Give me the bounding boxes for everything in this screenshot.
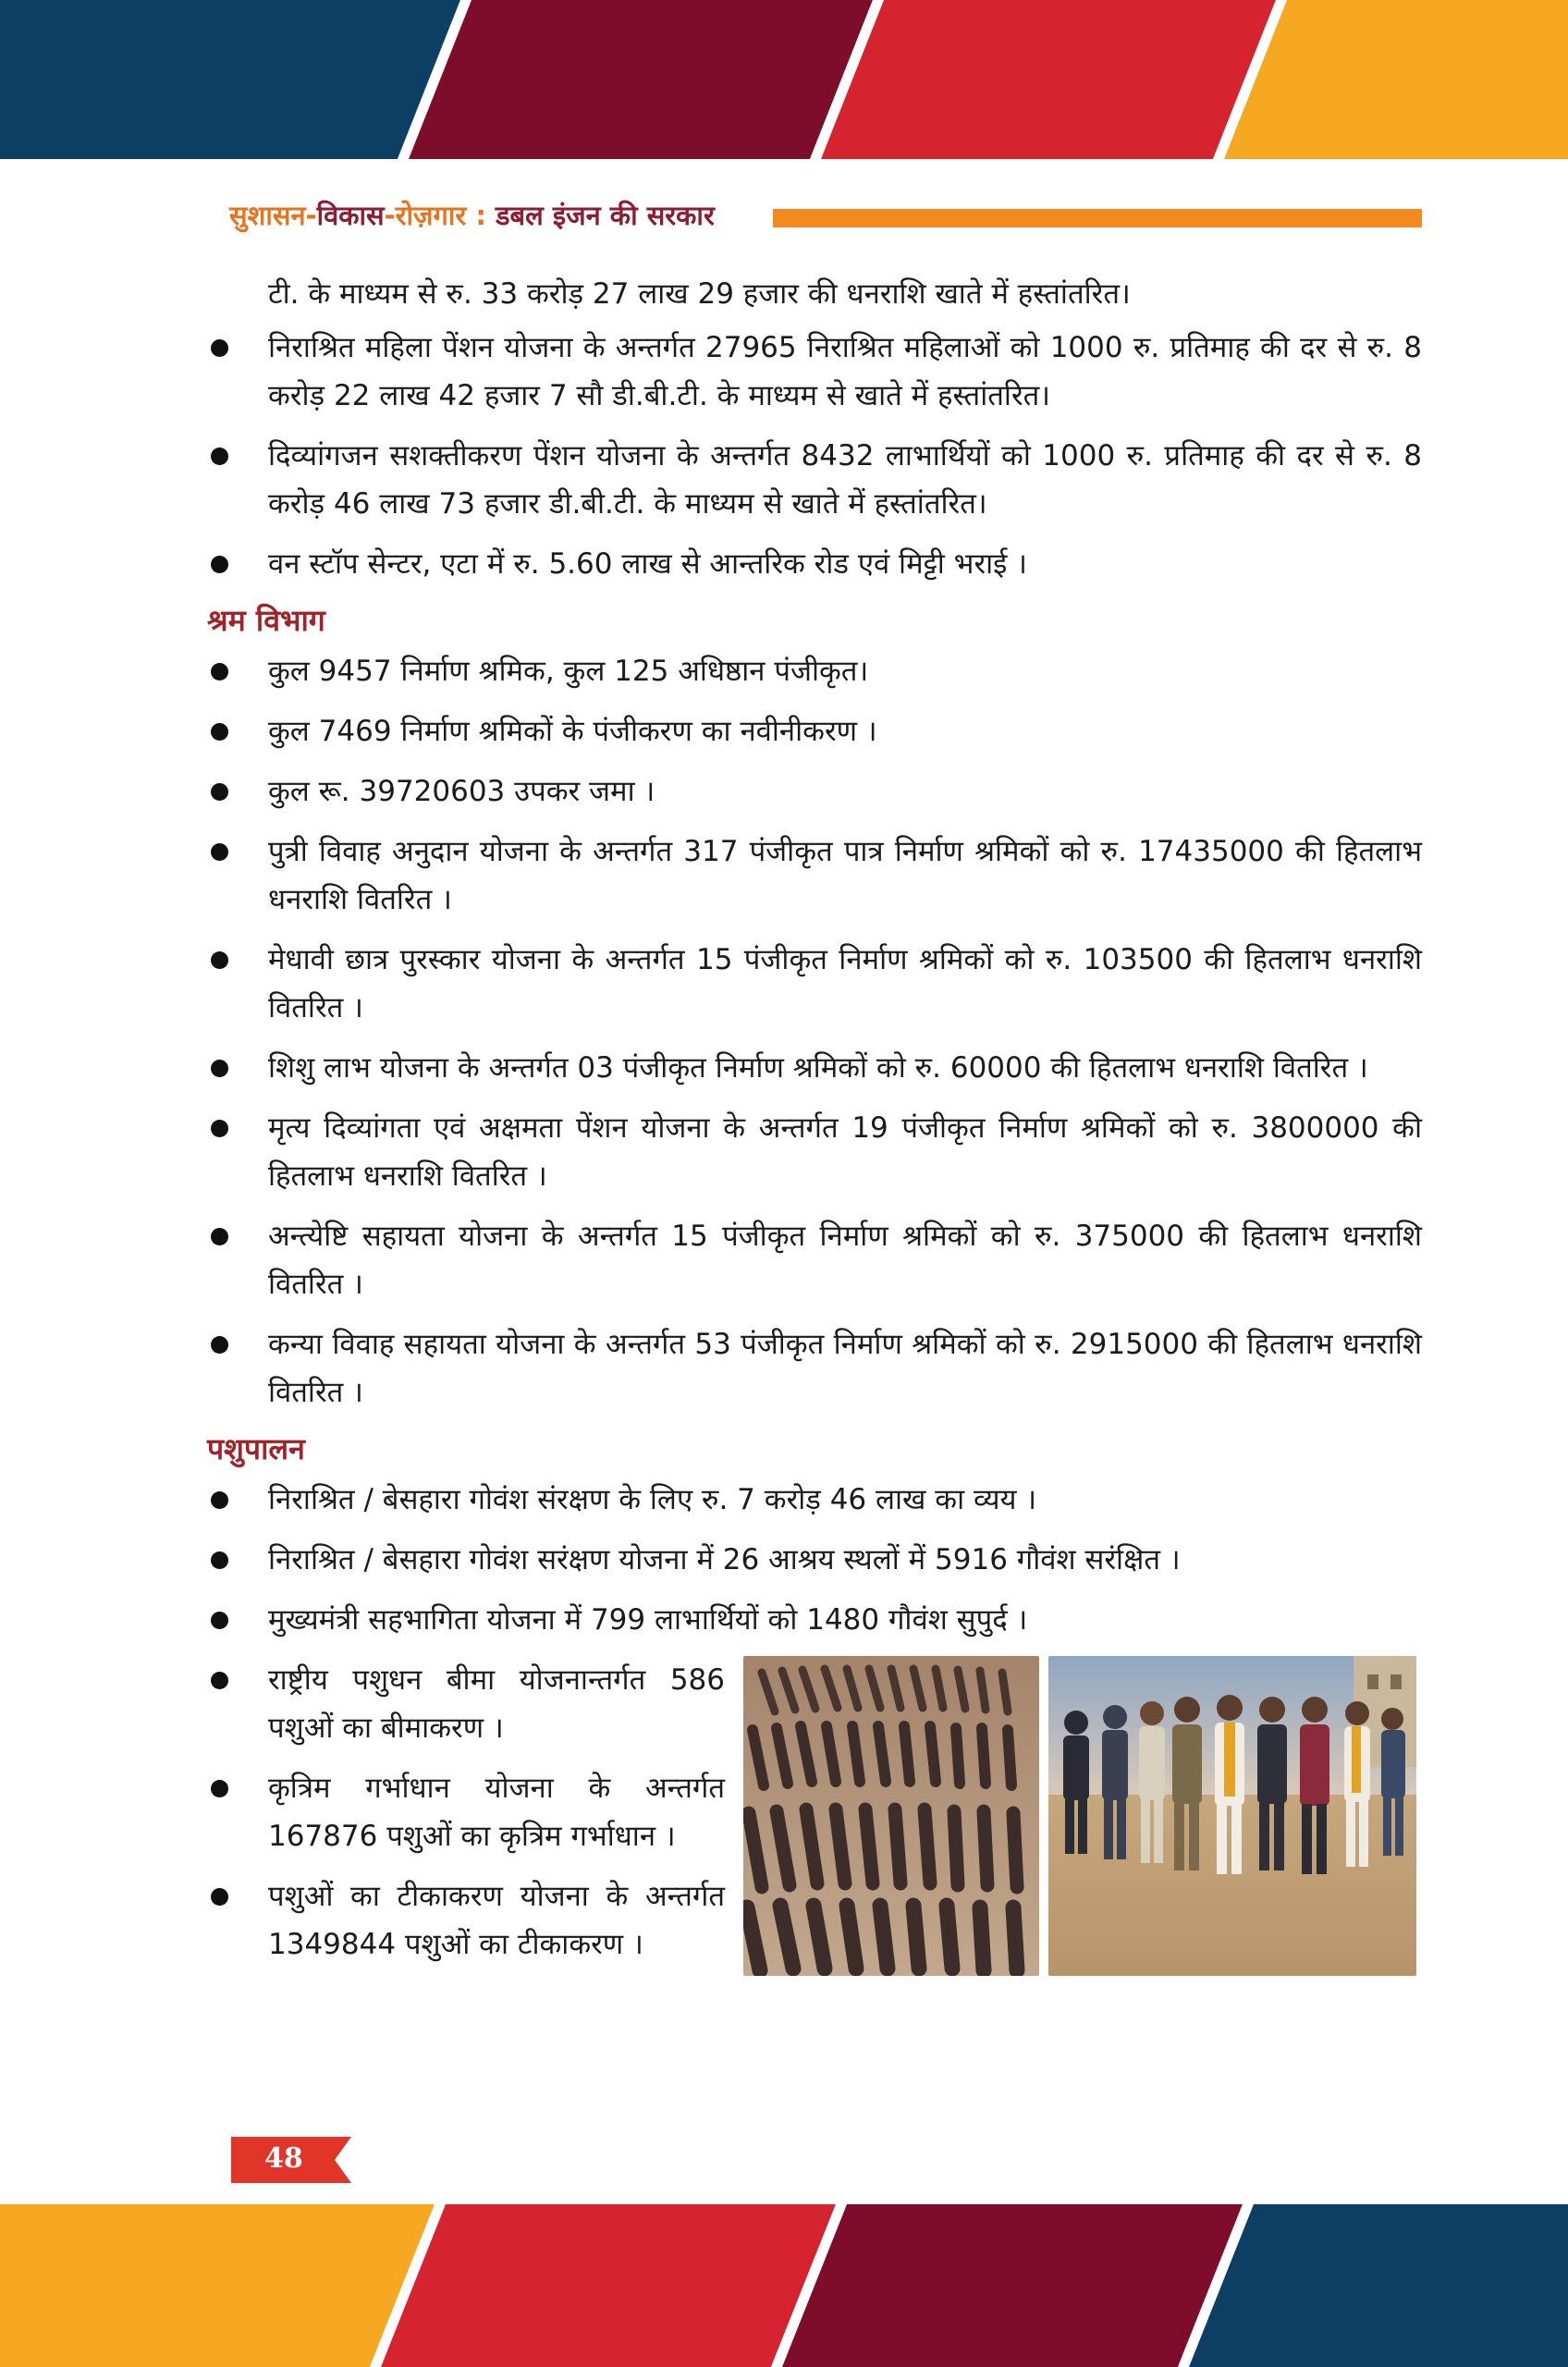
top-color-band xyxy=(0,0,1568,159)
bullet-dot-icon xyxy=(211,951,228,969)
list-item: मृत्य दिव्यांगता एवं अक्षमता पेंशन योजना के अन्तर्गत 19 पंजीकृत निर्माण श्रमिकों को रु. 3800000 की हितलाभ धनराशि वितरित । xyxy=(207,1104,1422,1200)
bullet-dot-icon xyxy=(211,1780,228,1797)
bullet-dot-icon xyxy=(211,723,228,741)
bullet-dot-icon xyxy=(211,783,228,801)
list-item: निराश्रित / बेसहारा गोवंश संरक्षण के लिए रु. 7 करोड़ 46 लाख का व्यय । xyxy=(207,1476,1422,1524)
bullet-dot-icon xyxy=(211,1888,228,1906)
page-number: 48 xyxy=(264,2142,303,2175)
continuation-paragraph: टी. के माध्यम से रु. 33 करोड़ 27 लाख 29 हजार की धनराशि खाते में हस्तांतरित। xyxy=(268,277,1131,311)
bullet-dot-icon xyxy=(211,556,228,573)
bullet-dot-icon xyxy=(211,663,228,681)
header-rule xyxy=(773,209,1422,227)
bullet-dot-icon xyxy=(211,339,228,357)
lower-area-with-photos xyxy=(207,1656,1422,1968)
bottom-color-band xyxy=(0,2204,1568,2367)
list-item: निराश्रित / बेसहारा गोवंश सरंक्षण योजना में 26 आश्रय स्थलों में 5916 गौवंश सरंक्षित । xyxy=(207,1536,1422,1584)
side-list xyxy=(207,1656,725,1968)
list-item: अन्त्येष्टि सहायता योजना के अन्तर्गत 15 पंजीकृत निर्माण श्रमिकों को रु. 375000 की हितलाभ धनराशि वितरित । xyxy=(207,1212,1422,1308)
list-item: निराश्रित महिला पेंशन योजना के अन्तर्गत 27965 निराश्रित महिलाओं को 1000 रु. प्रतिमाह की दर से रु. 8 करोड़ 22 लाख 42 हजार 7 सौ डी.बी.टी. के माध्यम से खाते में हस्तांतरित। xyxy=(207,324,1422,420)
list-item: वन स्टॉप सेन्टर, एटा में रु. 5.60 लाख से आन्तरिक रोड एवं मिट्टी भराई । xyxy=(207,540,1422,588)
list-item: मुख्यमंत्री सहभागिता योजना में 799 लाभार्थियों को 1480 गौवंश सुपुर्द । xyxy=(207,1596,1422,1644)
photo-pipes-on-ground xyxy=(743,1656,1039,1976)
bullet-dot-icon xyxy=(211,843,228,861)
header-title-part-4: डबल इंजन की सरकार xyxy=(496,200,715,231)
bullet-dot-icon xyxy=(211,1228,228,1245)
list-item: कुल रू. 39720603 उपकर जमा । xyxy=(207,767,1422,816)
list-item: पुत्री विवाह अनुदान योजना के अन्तर्गत 317 पंजीकृत पात्र निर्माण श्रमिकों को रु. 17435000 की हितलाभ धनराशि वितरित । xyxy=(207,828,1422,924)
page-content xyxy=(207,270,1422,1968)
running-header-title xyxy=(229,197,715,233)
bullet-dot-icon xyxy=(211,1491,228,1509)
bullet-dot-icon xyxy=(211,1551,228,1569)
section-heading-labour: श्रम विभाग xyxy=(207,603,325,638)
list-item: कृत्रिम गर्भाधान योजना के अन्तर्गत 167876 पशुओं का कृत्रिम गर्भाधान । xyxy=(207,1764,725,1860)
list-item: कन्या विवाह सहायता योजना के अन्तर्गत 53 पंजीकृत निर्माण श्रमिकों को रु. 2915000 की हितलाभ धनराशि वितरित । xyxy=(207,1320,1422,1417)
photo-officials-walking xyxy=(1048,1656,1416,1976)
bullet-dot-icon xyxy=(211,1612,228,1629)
header-title-part-1: सुशासन- xyxy=(229,200,317,231)
bullet-dot-icon xyxy=(211,1120,228,1137)
list-item: कुल 9457 निर्माण श्रमिक, कुल 125 अधिष्ठान पंजीकृत। xyxy=(207,647,1422,695)
header-title-part-2: विकास xyxy=(316,200,385,231)
section-heading-animal-husbandry: पशुपालन xyxy=(207,1431,305,1466)
list-item: दिव्यांगजन सशक्तीकरण पेंशन योजना के अन्तर्गत 8432 लाभार्थियों को 1000 रु. प्रतिमाह की दर से रु. 8 करोड़ 46 लाख 73 हजार डी.बी.टी. के माध्यम से खाते में हस्तांतरित। xyxy=(207,432,1422,528)
page-number-tab xyxy=(231,2137,351,2183)
bullet-dot-icon xyxy=(211,448,228,465)
list-item: मेधावी छात्र पुरस्कार योजना के अन्तर्गत 15 पंजीकृत निर्माण श्रमिकों को रु. 103500 की हितलाभ धनराशि वितरित । xyxy=(207,936,1422,1032)
header-title-part-3: -रोज़गार : xyxy=(384,200,496,231)
list-item: कुल 7469 निर्माण श्रमिकों के पंजीकरण का नवीनीकरण । xyxy=(207,707,1422,755)
list-item: पशुओं का टीकाकरण योजना के अन्तर्गत 1349844 पशुओं का टीकाकरण । xyxy=(207,1872,725,1968)
list-item: राष्ट्रीय पशुधन बीमा योजनान्तर्गत 586 पशुओं का बीमाकरण । xyxy=(207,1656,725,1752)
bullet-dot-icon xyxy=(211,1060,228,1077)
list-item: शिशु लाभ योजना के अन्तर्गत 03 पंजीकृत निर्माण श्रमिकों को रु. 60000 की हितलाभ धनराशि वितरित । xyxy=(207,1044,1422,1092)
bullet-dot-icon xyxy=(211,1672,228,1689)
bullet-dot-icon xyxy=(211,1336,228,1354)
